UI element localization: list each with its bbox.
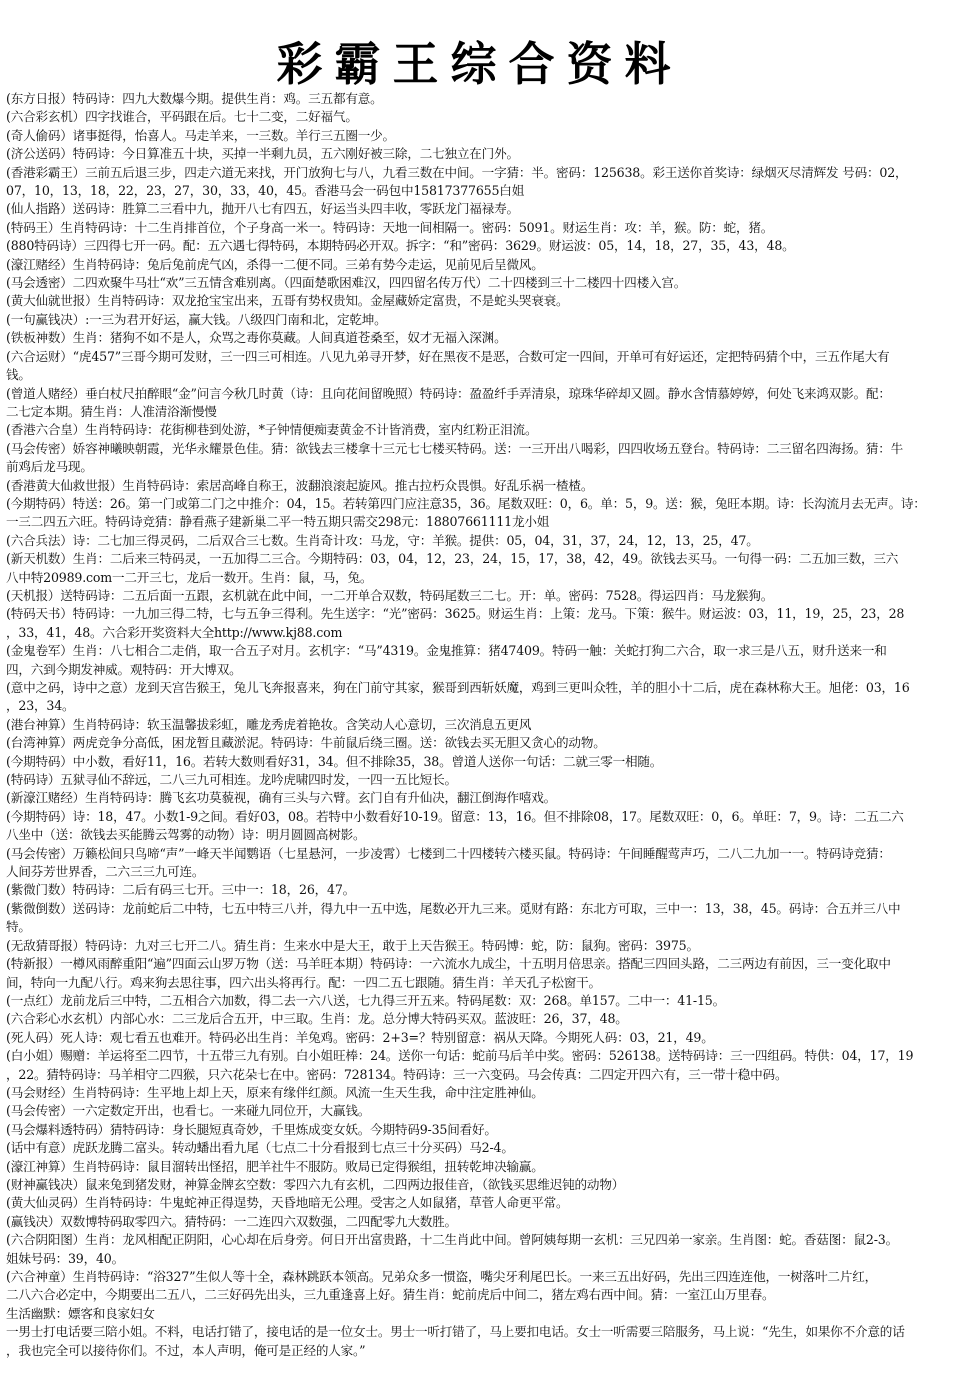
text-line: 一三二四五六旺。特码诗竞猜：静看燕子建新巢二平一特五期只需交298元：18807661111龙小姐: [6, 514, 550, 530]
text-line: (六合彩心水玄机）内部心水：二三龙后合五开，中三取。生肖：龙。总分博大特码买双。蓝波旺：26，37，48。: [6, 1011, 628, 1027]
text-line: 四，六到今期发神威。观特码：开大博双。: [6, 661, 242, 677]
text-line: 人间芬芳世界香，二六三三九可连。: [6, 864, 205, 880]
text-line: (金鬼卷军）生肖：八七相合二走俏，取一合五子对月。玄机字：“马”4319。金鬼推算：猪47409。特码一触：关蛇打狗二六合，取一求三是八五，财升送来一和: [6, 643, 887, 659]
text-line: (黄大仙就世报）生肖特码诗：双龙抢宝宝出来，五哥有势权贵知。金屋藏娇定富贵，不是蛇头哭衰衰。: [6, 293, 569, 309]
text-line: 间，特向一九配八行。鸡来狗去思往事，四六出头将再行。配：一四二五七跟随。猜生肖：羊天孔子松窗干。: [6, 974, 601, 990]
text-line: (马会传密）万籁松间只鸟啼“声”一峰天半闻鹦语（七星悬河，一步凌霄）七楼到二十四楼转六楼买鼠。特码诗：午间睡醒莺声巧，二八二九加一一。特码诗竞猜：: [6, 845, 891, 861]
text-line: (黄大仙灵码）生肖特码诗：牛鬼蛇神正得逞势，天昏地暗无公理。受害之人如鼠猪，草菅人命更平常。: [6, 1195, 569, 1211]
text-line: ，33，41，48。六合彩开奖资料大全http://www.kj88.com: [6, 624, 343, 640]
text-line: (濠江神算）生肖特码诗：鼠目溜转出怪招，肥羊社牛不服防。败局已定得猴组，扭转乾坤决输赢。: [6, 1158, 544, 1174]
text-line: (香港彩霸王）三前五后退三步，四走六道无来找，开门放狗七与八，九看三数在中间。一字猜：半。密码：125638。彩王送你首奖诗：绿烟灭尽清辉发 号码：02，: [6, 164, 908, 180]
text-line: (六合运财）“虎457”三哥今期可发财，三一四三可相连。八见九弟寻开梦，好在黑夜不是恶，合数可定一四间，开单可有好运还，定把特码猜个中，三五作尾大有: [6, 348, 890, 364]
document-body: [6, 90, 953, 1360]
text-line: (香港六合皇）生肖特码诗：花街柳巷到处游，*子钟情便痴妻黄金不计皆消费，室内红粉正泪流。: [6, 422, 538, 438]
text-line: (死人码）死人诗：观七看五也难开。特码必出生肖：羊兔鸡。密码：2+3=？特别留意：祸从天降。今期死人码：03，21，49。: [6, 1029, 714, 1045]
text-line: (今期特码）中小数，看好11，16。若转大数则看好31，34。但不排除35，38。曾道人送你一句话：二就三零一相随。: [6, 753, 663, 769]
text-line: (马会传密）娇容神曦映朝霞，光华永耀景色佳。猜：欲钱去三楼拿十三元七七楼买特码。送：一三开出八喝彩，四四收场五登台。特码诗：二三留名四海扬。猜：牛: [6, 440, 904, 456]
text-line: 二七定本期。猜生肖：人准清浴渐慢慢: [6, 403, 217, 419]
text-line: (济公送码）特码诗：今日算准五十块，买掉一半剩九员，五六刚好被三除，二七独立在门外。: [6, 146, 519, 162]
text-line: (天机报）送特码诗：二五后面一五跟，玄机就在此中间，一二开单合双数，特码尾数三二七。开：单。密码：7528。得运四肖：马龙猴狗。: [6, 587, 774, 603]
text-line: (铁板神数）生肖：猪狗不如不是人，众骂之毒你莫藏。人间真道苍桑至，奴才无福入深渊。: [6, 330, 507, 346]
text-line: 前鸡后龙马现。: [6, 459, 93, 475]
text-line: ，22。猜特码诗：马羊相守二四猴，只六花朵七在中。密码：728134。特码诗：三一六变码。马会传真：二四定开四六有，三一带十稳中码。: [6, 1066, 788, 1082]
text-line: (话中有意）虎跃龙腾二富头。转动蟠出看九尾（七点二十分看报到七点三十分买码）马2-4。: [6, 1140, 514, 1156]
text-line: 生活幽默：嫖客和良家妇女: [6, 1305, 155, 1321]
text-line: 07，10，13，18，22，23，27，30，33，40，45。香港马会一码包中15817377655白姐: [6, 183, 525, 199]
text-line: 二八六合必定中，今期要出二五八，二三好码先出头，三九重逢喜上好。猜生肖：蛇前虎后中间二，猪左鸡右西中间。猜：一室江山万里春。: [6, 1287, 775, 1303]
text-line: (六合彩玄机）四字找谁合，平码跟在后。七十二变，二好福气。: [6, 109, 358, 125]
text-line: (880特码诗）三四得七开一码。配：五六遇七得特码，本期特码必开双。拆字：“和”密码：3629。财运波：05，14，18，27，35，43，48。: [6, 238, 795, 254]
text-line: ，23，34。: [6, 698, 75, 714]
text-line: 钱。: [6, 367, 31, 383]
text-line: 一男士打电话要三陪小姐。不料，电话打错了，接电话的是一位女士。男士一听打错了，马上要扣电话。女士一听需要三陪服务，马上说：“先生，如果你不介意的话: [6, 1324, 905, 1340]
text-line: (马会爆料透特码）猜特码诗：身长腿短真奇妙，千里炼成变女妖。今期特码9-35间看好。: [6, 1121, 497, 1137]
text-line: (香港黄大仙救世报）生肖特码诗：索居高峰自称王，波翻浪滚起旋风。推古拉朽众畏惧。好乱乐祸一楂楂。: [6, 477, 594, 493]
text-line: (一点红）龙前龙后三中特，二五相合六加数，得二去一六八送，七九得三开五来。特码尾数：双：268。单157。二中一：41-15。: [6, 992, 725, 1008]
page-title: 彩霸王综合资料: [276, 37, 683, 91]
text-line: (东方日报）特码诗：四九大数爆今期。提供生肖：鸡。三五都有意。: [6, 91, 383, 106]
text-line: (紫微倒数）送码诗：龙前蛇后二中特，七五中特三八并，得九中一五中选，尾数必开九三来。觅财有路：东北方可取，三中一：13，38，45。码诗：合五并三八中: [6, 900, 901, 916]
text-line: (财神赢钱决）鼠来兔到猪发财，神算金牌玄空数：零四六九有玄机，二四两边报佳音，（欲钱买思维迟钝的动物）: [6, 1176, 625, 1192]
text-line: (特码王）生肖特码诗：十二生肖排首位，个子身高一米一。特码诗：天地一间相隔一。密码：5091。财运生肖：攻：羊，猴。防：蛇，猪。: [6, 219, 774, 235]
text-line: 姐妹号码：39，40。: [6, 1250, 125, 1266]
text-line: (马会财经）生肖特码诗：生平地上却上天，原来有缘伴红颜。风流一生天生我，命中注定胜神仙。: [6, 1084, 544, 1100]
text-line: (一句赢钱决）:一三为君开好运，赢大钱。八级四门南和北，定乾坤。: [6, 311, 387, 327]
text-line: (仙人指路）送码诗：胜算二三看中九，抛开八七有四五，好运当头四丰收，零跃龙门福禄寿。: [6, 201, 519, 217]
text-line: (曾道人赌经）垂白杖尺拍醉眼“金”问言今秋几时黄（诗：且向花间留晚照）特码诗：盈盈纤手弄清泉，琼珠华碎却又圆。静水含情慕婷婷，何处飞来鸿双影。配：: [6, 385, 891, 401]
text-line: (特新报）一樽风雨醉重阳“遍”四面云山罗万物（送：马羊旺本期）特码诗：一六流水九成尘，十五明月倍思亲。搭配三四回头路，二三两边有前因，三一变化取中: [6, 956, 891, 972]
text-line: (六合神童）生肖特码诗：“浴327”生似人等十全，森林跳跃本领高。兄弟众多一惯盗，嘴尖牙利尾巴长。一来三五出好码，先出三四连连他，一树落叶二片红，: [6, 1269, 878, 1284]
text-line: (意中之码，诗中之意）龙到天宫告猴王，兔儿飞奔报喜来，狗在门前守其家，猴哥到西斩妖魔，鸡到三更叫众牲，羊的胆小十二后，虎在森林称大王。旭佬：03，16: [6, 680, 910, 695]
text-line: (今期特码）诗：18，47。小数1-9之间。看好03，08。若特中小数看好10-19。留意：13，16。但不排除08，17。尾数双旺：0，6。单旺：7，9。诗：二五二六: [6, 808, 904, 824]
text-line: (白小姐）赐赠：羊运将至二四节，十五带三九有别。白小姐旺棒：24。送你一句话：蛇前马后羊中奖。密码：526138。送特码诗：三一四组码。特供：04，17，19: [6, 1048, 914, 1064]
text-line: ，我也完全可以接待你们。不过，本人声明，俺可是正经的人家。”: [6, 1342, 366, 1358]
text-line: (六合兵法）诗：二七加三得灵码，二后双合三七数。生肖奇计攻：马龙，守：羊猴。提供：05，04，31，37，24，12，13，25，47。: [6, 532, 759, 548]
text-line: (今期特码）特送：26。第一门或第二门之中推介：04，15。若转第四门应注意35，36。尾数双旺：0，6。单：5，9。送：猴，兔旺本期。诗：长沟流月去无声。诗：: [6, 495, 926, 511]
text-line: (赢钱决）双数博特码取零四六。猜特码：一二连四六双数强，二四配零九大数胜。: [6, 1213, 457, 1229]
text-line: (六合阴阳图）生肖：龙风相配正阴阳，心心却在后身旁。何日开出富贵路，十二生肖此中间。曾阿姨每期一玄机：三兄四弟一家亲。生肖图：蛇。香菇图：鼠2-3。: [6, 1232, 898, 1248]
text-line: (台湾神算）两虎竞争分高低，困龙暂且藏淤泥。特码诗：牛前鼠后绕三圈。送：欲钱去买无胆又贪心的动物。: [6, 735, 606, 751]
text-line: (港台神算）生肖特码诗：软玉温馨拔彩虹，雕龙秀虎着艳妆。含笑动人心意切，三次消息五更风: [6, 716, 532, 732]
text-line: (无敌猜哥报）特码诗：九对三七开二八。猜生肖：生来水中是大王，敢于上天告猴王。特码博：蛇，防：鼠狗。密码：3975。: [6, 937, 699, 953]
text-line: 特。: [6, 919, 31, 935]
text-line: (新天机数）生肖：二后来三特码灵，一五加得二三合。今期特码：03，04，12，23，24，15，17，38，42，49。欲钱去买马。一句得一码：二五加三数，三六: [6, 551, 899, 567]
text-line: 八坐中（送：欲钱去买能腾云驾雾的动物）诗：明月圆圆高树影。: [6, 827, 366, 843]
text-line: 八中特20989.com一二开三七，龙后一数开。生肖：鼠，马，兔。: [6, 569, 373, 585]
text-line: (马会透密）二四欢聚牛马壮“欢”三五情含难别离。（四面楚歌困难汉，四四留名传万代）二十四楼到三十二楼四十四楼入宫。: [6, 275, 687, 291]
text-line: (特码天书）特码诗：一九加三得二特，七与五争三得利。先生送字：“光”密码：3625。财运生肖：上策：龙马。下策：猴牛。财运波：03，11，19，25，23，28: [6, 606, 905, 622]
text-line: (奇人偷码）诸事挺得，怡喜人。马走羊来，一三数。羊行三五圈一少。: [6, 127, 395, 143]
text-line: (特码诗）五狱寻仙不辞远，二八三九可相连。龙吟虎啸四时发，一四一五比短长。: [6, 772, 457, 788]
text-line: (濠江赌经）生肖特码诗：兔后兔前虎气凶，杀得一二便不同。三弟有势今走运，见前见后呈微风。: [6, 256, 544, 272]
text-line: (马会传密）一六定数定开出，也看七。一来碰九同位开，大赢钱。: [6, 1103, 371, 1119]
text-line: (紫微门数）特码诗：二后有码三七开。三中一：18，26，47。: [6, 882, 356, 898]
text-line: (新濠江赌经）生肖特码诗：腾飞玄功莫藐视，确有三头与六臂。玄门自有升仙决，翻江倒海作嘻戏。: [6, 790, 557, 806]
